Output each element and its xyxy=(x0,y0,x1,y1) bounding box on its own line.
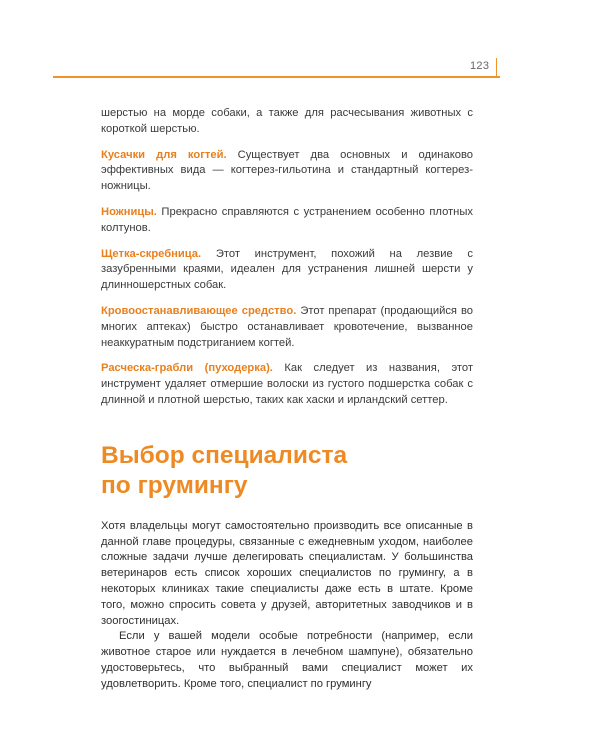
header-divider xyxy=(496,58,497,76)
page-content xyxy=(101,106,473,693)
heading-line-2: по грумингу xyxy=(101,471,248,499)
body-paragraph-2: Если у вашей модели особые потребности (например, если животное старое или нуждается в лечебном шампуне), обязательно удостоверьтесь, что выбранный вами специалист может их удовлетворить. Кроме того, специалист по грумингу xyxy=(101,630,473,690)
body-paragraph-1: Хотя владельцы могут самостоятельно производить все описанные в данной главе процедуры, связанные с ежедневным уходом, наиболее сложные задачи лучше делегировать специалистам. У большинства ветеринаров есть список хороших специалистов по грумингу, а в некоторых клиниках такие специалисты даже есть в штате. Кроме того, можно спросить совета у друзей, авторитетных заводчиков и в зоогостиницах. xyxy=(101,519,473,627)
header-rule xyxy=(53,76,500,78)
item-term: Расческа-грабли (пуходерка). xyxy=(101,362,273,375)
item-text: Как следует из названия, этот инструмент удаляет отмершие волоски из густого подшерстка собак с длинной и плотной шерстью, таких как хаски и ирландский сеттер. xyxy=(101,362,473,406)
item-text: Этот препарат (продающийся во многих аптеках) быстро останавливает кровотечение, вызванное неаккуратным подстриганием когтей. xyxy=(101,304,473,349)
item-term: Щетка-скребница. xyxy=(101,247,202,260)
section-heading xyxy=(101,441,473,501)
intro-paragraph: шерстью на морде собаки, а также для расчесывания животных с короткой шерстью. xyxy=(101,107,473,135)
list-item xyxy=(101,304,473,351)
item-term: Кусачки для когтей. xyxy=(101,148,227,161)
item-term: Кровоостанавливающее средство. xyxy=(101,304,297,317)
item-text: Этот инструмент, похожий на лезвие с зазубренными краями, идеален для устранения лишней шерсти у длинношерстных собак. xyxy=(101,247,473,292)
item-text: Существует два основных и одинаково эффективных вида — когтерез-гильотина и стандартный когтерез-ножницы. xyxy=(101,148,473,193)
item-text: Прекрасно справляются с устранением особенно плотных колтунов. xyxy=(101,205,473,234)
list-item xyxy=(101,148,473,195)
list-item xyxy=(101,205,473,237)
item-term: Ножницы. xyxy=(101,205,157,218)
page-number: 123 xyxy=(470,60,490,72)
list-item xyxy=(101,247,473,294)
heading-line-1: Выбор специалиста xyxy=(101,441,348,469)
list-item xyxy=(101,361,473,408)
